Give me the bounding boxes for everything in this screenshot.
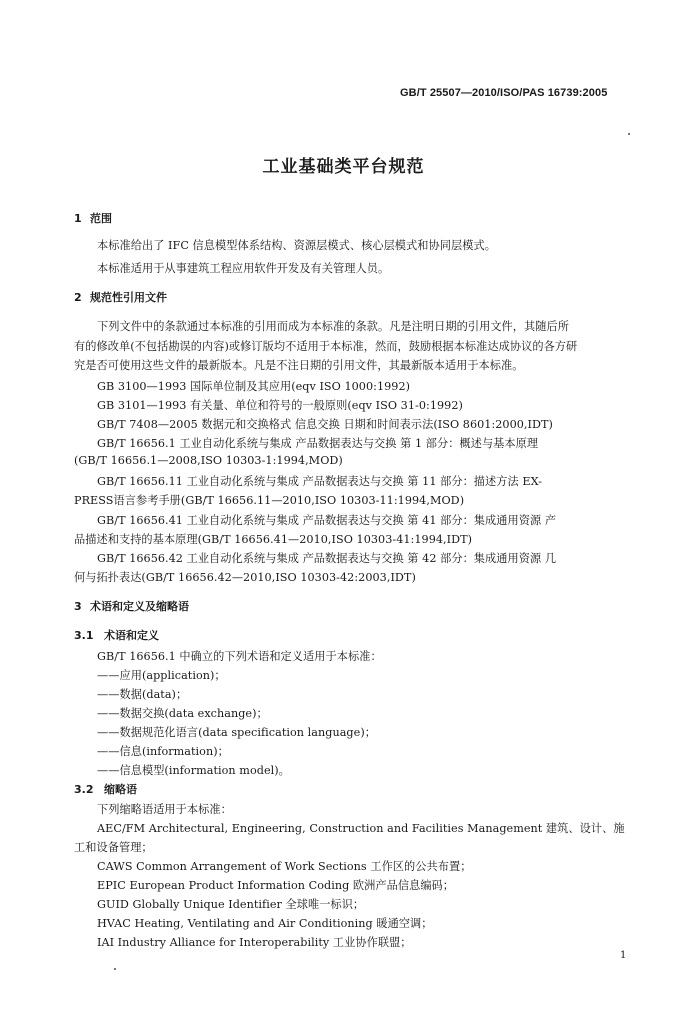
term-item: ——应用(application)；	[97, 669, 226, 682]
term-item: ——数据(data)；	[97, 688, 188, 701]
reference-line: GB 3101—1993 有关量、单位和符号的一般原则(eqv ISO 31-0:1992)	[97, 399, 463, 412]
page-number: 1	[620, 950, 627, 961]
paragraph-line: 下列缩略语适用于本标准：	[97, 803, 232, 816]
section-3-heading	[74, 598, 189, 614]
reference-line: GB/T 16656.1 工业自动化系统与集成 产品数据表达与交换 第 1 部分：概述与基本原理	[97, 437, 539, 450]
paragraph-line: 本标准给出了 IFC 信息模型体系结构、资源层模式、核心层模式和协同层模式。	[97, 239, 496, 252]
abbreviation-item: IAI Industry Alliance for Interoperability 工业协作联盟；	[97, 936, 412, 949]
paragraph-line: 有的修改单(不包括勘误的内容)或修订版均不适用于本标准，然而，鼓励根据本标准达成协议的各方研	[74, 340, 578, 353]
reference-line: GB/T 16656.41 工业自动化系统与集成 产品数据表达与交换 第 41 部分：集成通用资源 产	[97, 514, 557, 527]
section-number: 3	[74, 600, 82, 613]
standard-number: GB/T 25507—2010/ISO/PAS 16739:2005	[400, 87, 608, 99]
paragraph-line: GB/T 16656.1 中确立的下列术语和定义适用于本标准：	[97, 650, 382, 663]
abbreviation-item: AEC/FM Architectural, Engineering, Construction and Facilities Management 建筑、设计、施	[97, 822, 625, 835]
abbreviation-item: CAWS Common Arrangement of Work Sections 工作区的公共布置；	[97, 860, 472, 873]
abbreviation-item: EPIC European Product Information Coding 欧洲产品信息编码；	[97, 879, 455, 892]
reference-line: GB/T 16656.11 工业自动化系统与集成 产品数据表达与交换 第 11 部分：描述方法 EX-	[97, 475, 543, 488]
scan-speck	[628, 133, 630, 135]
term-item: ——数据规范化语言(data specification language)；	[97, 726, 376, 739]
section-2-heading	[74, 289, 167, 305]
paragraph-line: 究是否可使用这些文件的最新版本。凡是不注日期的引用文件，其最新版本适用于本标准。	[74, 359, 524, 372]
paragraph-line: 下列文件中的条款通过本标准的引用而成为本标准的条款。凡是注明日期的引用文件，其随后所	[97, 320, 569, 333]
subsection-title: 缩略语	[104, 783, 137, 796]
abbreviation-item: 工和设备管理；	[74, 841, 153, 854]
subsection-title: 术语和定义	[104, 629, 159, 642]
section-1-heading	[74, 210, 112, 226]
term-item: ——数据交换(data exchange)；	[97, 707, 268, 720]
reference-line: 何与拓扑表达(GB/T 16656.42—2010,ISO 10303-42:2003,IDT)	[74, 571, 416, 584]
reference-line: 品描述和支持的基本原理(GB/T 16656.41—2010,ISO 10303-41:1994,IDT)	[74, 533, 473, 546]
section-number: 1	[74, 212, 82, 225]
reference-line: GB/T 7408—2005 数据元和交换格式 信息交换 日期和时间表示法(ISO 8601:2000,IDT)	[97, 418, 553, 431]
abbreviation-item: GUID Globally Unique Identifier 全球唯一标识；	[97, 898, 365, 911]
abbreviation-item: HVAC Heating, Ventilating and Air Conditioning 暖通空调；	[97, 917, 433, 930]
section-title: 规范性引用文件	[90, 291, 167, 304]
section-title: 术语和定义及缩略语	[90, 600, 189, 613]
scan-speck	[114, 968, 116, 970]
subsection-number: 3.2	[74, 783, 94, 796]
reference-line: (GB/T 16656.1—2008,ISO 10303-1:1994,MOD)	[74, 454, 343, 467]
section-title: 范围	[90, 212, 112, 225]
document-title: 工业基础类平台规范	[262, 157, 425, 177]
reference-line: GB/T 16656.42 工业自动化系统与集成 产品数据表达与交换 第 42 部分：集成通用资源 几	[97, 552, 557, 565]
subsection-3-2-heading	[74, 781, 137, 797]
subsection-3-1-heading	[74, 627, 159, 643]
reference-line: PRESS语言参考手册(GB/T 16656.11—2010,ISO 10303-11:1994,MOD)	[74, 494, 465, 507]
section-number: 2	[74, 291, 82, 304]
subsection-number: 3.1	[74, 629, 94, 642]
term-item: ——信息模型(information model)。	[97, 764, 290, 777]
paragraph-line: 本标准适用于从事建筑工程应用软件开发及有关管理人员。	[97, 262, 390, 275]
term-item: ——信息(information)；	[97, 745, 229, 758]
reference-line: GB 3100—1993 国际单位制及其应用(eqv ISO 1000:1992)	[97, 380, 411, 393]
